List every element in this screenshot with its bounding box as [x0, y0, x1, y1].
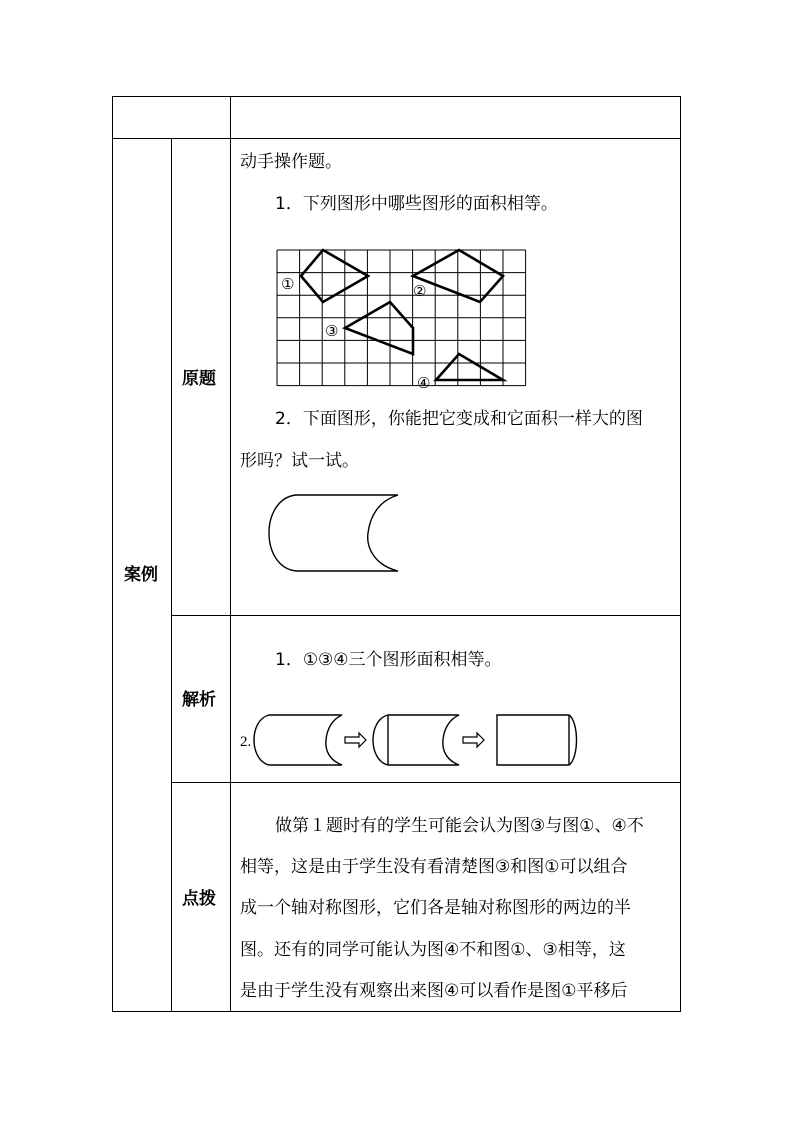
curved-shape-figure: [268, 493, 403, 575]
step-3-shape: [497, 715, 577, 765]
grid-figure: [277, 250, 525, 398]
shape-1: [301, 250, 368, 302]
shape-4: [436, 354, 503, 380]
answer-1-text: 1．①③④三个图形面积相等。: [275, 650, 502, 670]
case-table: [112, 96, 681, 1012]
original-question-label: 原题: [182, 369, 216, 389]
answer-2-label: 2.: [240, 734, 252, 750]
shape-label-1: ①: [281, 275, 295, 293]
transformation-figure: [253, 712, 583, 772]
label-column-divider: [230, 138, 231, 1011]
step-2-shape: [373, 715, 459, 765]
shape-label-3: ③: [325, 322, 339, 340]
shape-label-2: ②: [413, 282, 427, 300]
header-row-divider: [113, 138, 680, 139]
tips-line-2: 相等，这是由于学生没有看清楚图③和图①可以组合: [240, 857, 628, 877]
tips-label: 点拨: [182, 889, 216, 909]
shape-3: [345, 302, 413, 354]
row-divider-1: [171, 615, 680, 616]
analysis-label: 解析: [182, 690, 216, 710]
grid-lines: [277, 250, 526, 386]
question-intro: 动手操作题。: [240, 152, 342, 172]
left-column-divider: [171, 138, 172, 1011]
header-column-divider: [230, 97, 231, 138]
question-2-text-line-1: 2．下面图形，你能把它变成和它面积一样大的图: [275, 409, 643, 429]
shape-label-4: ④: [417, 374, 431, 392]
step-1-shape: [254, 715, 342, 765]
question-2-text-line-2: 形吗？试一试。: [240, 451, 359, 471]
arrow-2-icon: [463, 733, 484, 747]
case-label: 案例: [124, 565, 158, 585]
row-divider-2: [171, 782, 680, 783]
tips-line-1: 做第１题时有的学生可能会认为图③与图①、④不: [275, 816, 644, 836]
question-1-text: 1．下列图形中哪些图形的面积相等。: [275, 194, 558, 214]
tips-line-4: 图。还有的同学可能认为图④不和图①、③相等，这: [240, 940, 626, 960]
tips-line-5: 是由于学生没有观察出来图④可以看作是图①平移后: [240, 981, 628, 1001]
arrow-1-icon: [345, 733, 366, 747]
tips-line-3: 成一个轴对称图形，它们各是轴对称图形的两边的半: [240, 898, 631, 918]
